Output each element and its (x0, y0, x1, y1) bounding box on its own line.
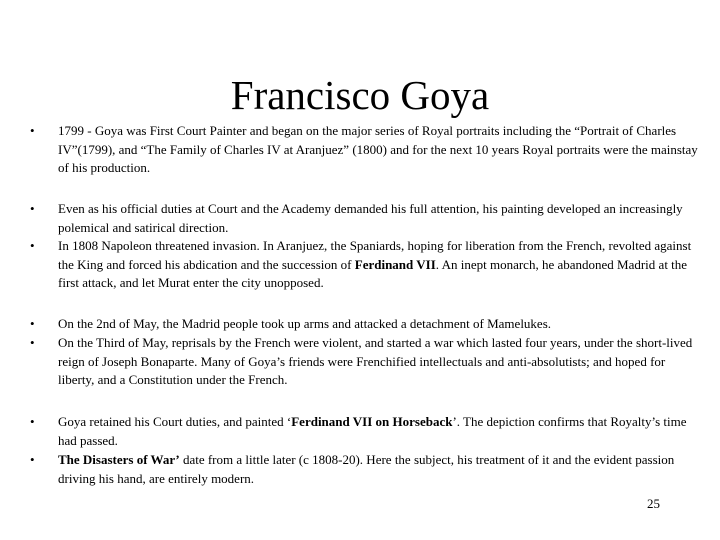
bullet-text (58, 237, 698, 293)
bullet-text-part: ’. The depiction confirms that Royalty’s time had passed. (58, 414, 687, 448)
bullet-marker: • (30, 335, 35, 350)
bullet-text-part: In 1808 Napoleon threatened invasion. In Aranjuez, the Spaniards, hoping for liberation from the French, revolted against the King and forced his abdication and the succession of (58, 238, 692, 272)
bullet-text: 1799 - Goya was First Court Painter and began on the major series of Royal portraits including the “Portrait of Charles IV”(1799), and “The Family of Charles IV at Aranjuez” (1800) and for the next 10 years Royal portraits were the mainstay of his production. (58, 123, 698, 175)
bullet-text-part: date from a little later (c 1808-20). Here the subject, his treatment of it and the evident passion driving his hand, are entirely modern. (58, 452, 675, 486)
bullet-marker: • (30, 316, 35, 331)
bullet-text (58, 451, 698, 488)
bullet-marker: • (30, 238, 35, 253)
page-number: 25 (647, 496, 660, 511)
bullet-text-bold: The Disasters of War’ (58, 452, 180, 467)
bullet-marker: • (30, 123, 35, 138)
bullet-marker: • (30, 414, 35, 429)
bullet-text (58, 413, 698, 450)
bullet-marker: • (30, 201, 35, 216)
bullet-text-part: . An inept monarch, he abandoned Madrid at the first attack, and let Murat enter the city unopposed. (58, 256, 688, 290)
slide-title: Francisco Goya (230, 72, 490, 118)
bullet-text: On the Third of May, reprisals by the French were violent, and started a war which lasted four years, under the short-lived reign of Joseph Bonaparte. Many of Goya’s friends were Frenchified intellectuals and anti-absolutists; and hoped for liberty, and a Constitution under the French. (58, 335, 693, 387)
bullet-text-part: Goya retained his Court duties, and painted ‘ (58, 414, 292, 429)
bullet-text: Even as his official duties at Court and the Academy demanded his full attention, his painting developed an increasingly polemical and satirical direction. (58, 201, 683, 235)
bullet-text-bold: Ferdinand VII (354, 256, 436, 272)
bullet-text-bold: Ferdinand VII on Horseback (291, 414, 453, 429)
bullet-marker: • (30, 452, 35, 467)
bullet-text: On the 2nd of May, the Madrid people took up arms and attacked a detachment of Mamelukes. (58, 316, 552, 331)
